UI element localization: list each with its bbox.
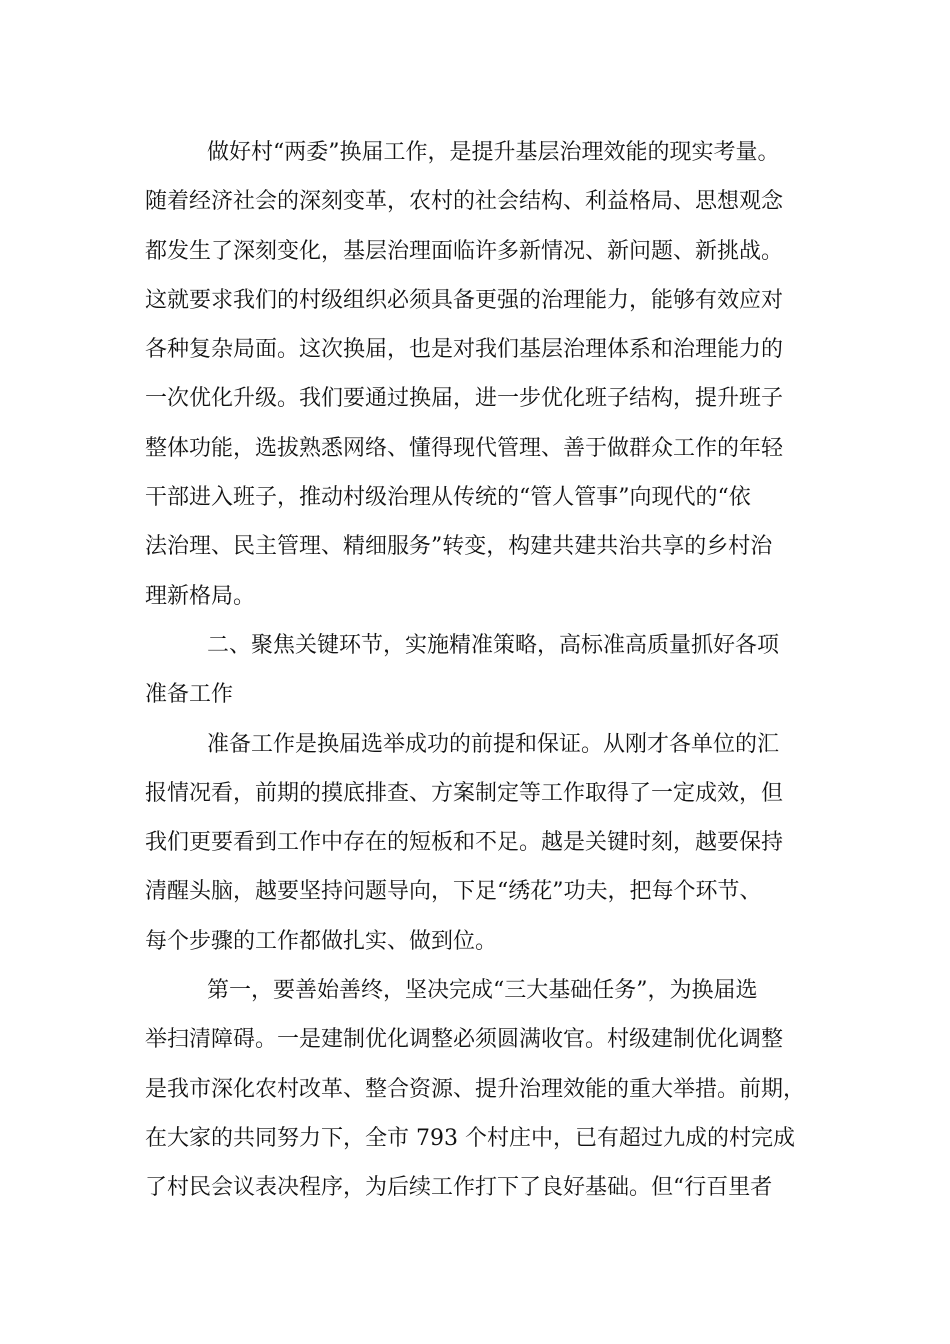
text-line: 整体功能，选拔熟悉网络、懂得现代管理、善于做群众工作的年轻 [145, 435, 784, 461]
text-line: 一次优化升级。我们要通过换届，进一步优化班子结构，提升班子 [145, 386, 784, 412]
text-line: 准备工作是换届选举成功的前提和保证。从刚才各单位的汇 [207, 731, 780, 757]
text-line: 各种复杂局面。这次换届，也是对我们基层治理体系和治理能力的 [145, 337, 784, 363]
section-heading-line: 二、聚焦关键环节，实施精准策略，高标准高质量抓好各项 [207, 632, 780, 658]
text-line: 举扫清障碍。一是建制优化调整必须圆满收官。村级建制优化调整 [145, 1027, 784, 1053]
text-line: 是我市深化农村改革、整合资源、提升治理效能的重大举措。前期， [145, 1076, 806, 1102]
body-text [145, 128, 825, 1213]
section-heading-line: 准备工作 [145, 682, 234, 708]
text-line: 这就要求我们的村级组织必须具备更强的治理能力，能够有效应对 [145, 287, 784, 313]
text-line: 了村民会议表决程序，为后续工作打下了良好基础。但“行百里者 [145, 1175, 773, 1201]
text-line: 每个步骤的工作都做扎实、做到位。 [145, 928, 498, 954]
text-line: 报情况看，前期的摸底排查、方案制定等工作取得了一定成效，但 [145, 780, 784, 806]
text-line: 都发生了深刻变化，基层治理面临许多新情况、新问题、新挑战。 [145, 238, 784, 264]
text-line: 第一，要善始善终，坚决完成“三大基础任务”，为换届选 [207, 978, 758, 1004]
text-line: 做好村“两委”换届工作，是提升基层治理效能的现实考量。 [207, 140, 780, 165]
text-line: 干部进入班子，推动村级治理从传统的“管人管事”向现代的“依 [145, 485, 751, 511]
text-line: 清醒头脑，越要坚持问题导向，下足“绣花”功夫，把每个环节、 [145, 879, 762, 905]
text-line: 随着经济社会的深刻变革，农村的社会结构、利益格局、思想观念 [145, 189, 784, 215]
text-line: 理新格局。 [145, 583, 256, 609]
text-line: 法治理、民主管理、精细服务”转变，构建共建共治共享的乡村治 [145, 534, 773, 560]
text-line: 在大家的共同努力下，全市 793 个村庄中，已有超过九成的村完成 [145, 1125, 795, 1151]
text-line: 我们更要看到工作中存在的短板和不足。越是关键时刻，越要保持 [145, 830, 784, 856]
